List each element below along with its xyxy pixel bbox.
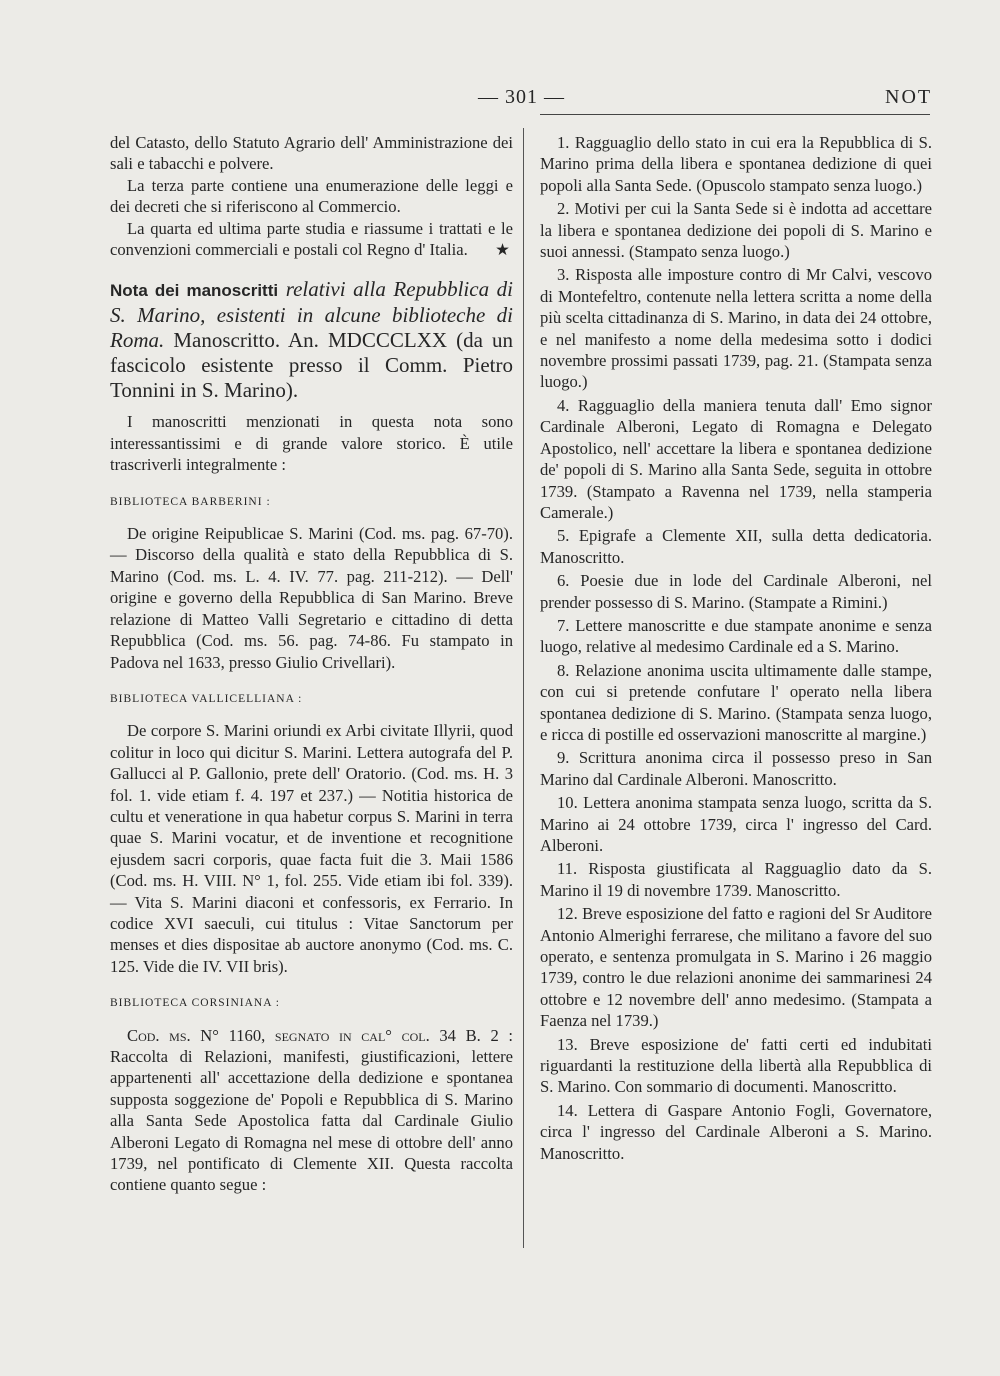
list-item: 3. Risposta alle imposture contro di Mr Calvi, vescovo di Montefeltro, contenute nella lettera scritta a nome della più scelta cittadinanza di S. Marino, in data dei 24 ottobre, e nel manifesto a nome della medesima sotto i dodici novembre prossimi passati 1739, pag. 21. (Stampata senza luogo.) bbox=[540, 265, 932, 392]
list-item: 9. Scrittura anonima circa il possesso preso in San Marino dal Cardinale Alberoni. Manoscritto. bbox=[540, 748, 932, 789]
section-heading: BIBLIOTECA CORSINIANA : bbox=[110, 997, 280, 1010]
list-item: 10. Lettera anonima stampata senza luogo, scritta da S. Marino ai 24 ottobre 1739, circa l' ingresso del Card. Alberoni. bbox=[540, 793, 932, 855]
column-divider bbox=[523, 128, 524, 1248]
manuscript-list bbox=[540, 132, 932, 1164]
header-rule bbox=[540, 114, 930, 115]
title-italic: relativi alla Repubblica di S. Marino, esistenti in alcune biblioteche di Roma. bbox=[110, 277, 513, 353]
article-title bbox=[110, 277, 513, 403]
running-head: NOT bbox=[885, 86, 933, 108]
list-item: 5. Epigrafe a Clemente XII, sulla detta dedicatoria. Manoscritto. bbox=[540, 526, 932, 567]
list-item: 11. Risposta giustificata al Ragguaglio dato da S. Marino il 19 di novembre 1739. Manoscritto. bbox=[540, 859, 932, 900]
paragraph-text: La quarta ed ultima parte studia e riassume i trattati e le convenzioni commerciali e postali col Regno d' Italia. bbox=[110, 218, 513, 260]
paragraph: De corpore S. Marini oriundi ex Arbi civitate Illyrii, quod colitur in loco qui dicitur S. Marini. Lettera autografa del P. Gallucci al P. Gallonio, prete dell' Oratorio. (Cod. ms. H. 3 fol. 1. vide etiam f. 4. 197 et 237.) — Notitia historica de cultu et veneratione in qua habetur corpus S. Marini in terra quae S. Marini vocatur, et de inventione et recognitione ejusdem sacri corporis, quae facta fuit die 3. Maii 1586 (Cod. ms. H. VIII. N° 1, fol. 255. Vide etiam ibi fol. 339). — Vita S. Marini diaconi et confessoris, ex Ferrario. In codice XVI saeculi, cui titulus : Vitae Sanctorum per menses et dies dispositae ab auctore anonymo (Cod. ms. C. 125. Vide die IV. VII bris). bbox=[110, 721, 513, 976]
paragraph: del Catasto, dello Statuto Agrario dell' Amministrazione dei sali e tabacchi e polvere. bbox=[110, 133, 513, 174]
list-item: 7. Lettere manoscritte e due stampate anonime e senza luogo, relative al medesimo Cardinale ed a S. Marino. bbox=[540, 615, 932, 657]
right-column bbox=[540, 132, 932, 1166]
codex-reference: Cod. ms. N° 1160, segnato in cal° col. 34 B. 2 : bbox=[127, 1025, 513, 1045]
page-number: — 301 — bbox=[478, 86, 565, 108]
paragraph-text: Raccolta di Relazioni, manifesti, giustificazioni, lettere appartenenti all' accettazione della dedizione e spontanea supposta soggezione de' Popoli e Repubblica di S. Marino alla Santa Sede Apostolica fatta dal Cardinale Giulio Alberoni Legato di Romagna nel mese di ottobre dell' anno 1739, nel pontificato di Clemente XII. Questa raccolta contiene quanto segue : bbox=[110, 1047, 513, 1195]
list-item: 14. Lettera di Gaspare Antonio Fogli, Governatore, circa l' ingresso del Cardinale Alberoni a S. Marino. Manoscritto. bbox=[540, 1100, 932, 1163]
title-rest: Manoscritto. An. MDCCCLXX (da un fascicolo esistente presso il Comm. Pietro Tonnini in S. Marino). bbox=[110, 328, 514, 403]
paragraph: La terza parte contiene una enumerazione delle leggi e dei decreti che si riferiscono al Commercio. bbox=[110, 175, 513, 217]
left-column bbox=[110, 132, 513, 1196]
paragraph bbox=[110, 1025, 513, 1196]
list-item: 6. Poesie due in lode del Cardinale Alberoni, nel prender possesso di S. Marino. (Stampate a Rimini.) bbox=[540, 571, 932, 612]
section-heading: BIBLIOTECA BARBERINI : bbox=[110, 495, 271, 508]
list-item: 1. Ragguaglio dello stato in cui era la Repubblica di S. Marino prima della libera e spontanea dedizione di quei popoli alla Santa Sede. (Opuscolo stampato senza luogo.) bbox=[540, 133, 932, 195]
list-item: 2. Motivi per cui la Santa Sede si è indotta ad accettare la libera e spontanea dedizione dei popoli di S. Marino e suoi annessi. (Stampato senza luogo.) bbox=[540, 199, 932, 262]
paragraph: De origine Reipublicae S. Marini (Cod. ms. pag. 67-70). — Discorso della qualità e stato della Repubblica di S. Marino (Cod. ms. L. 4. IV. 77. pag. 211-212). — Dell' origine e governo della Repubblica di San Marino. Breve relazione di Matteo Valli Segretario e cittadino di detta Repubblica (Cod. ms. 56. pag. 74-86. Fu stampato in Padova nel 1633, presso Giulio Crivellari). bbox=[110, 524, 513, 672]
list-item: 8. Relazione anonima uscita ultimamente dalle stampe, con cui si pretende confutare l' operato nella libera spontanea dedizione di S. Marino. (Stampata senza luogo, e ricca di postille ed osservazioni manoscritte al margine.) bbox=[540, 660, 932, 744]
paragraph bbox=[110, 218, 513, 261]
section-heading: BIBLIOTECA VALLICELLIANA : bbox=[110, 692, 303, 705]
intro-paragraph: I manoscritti menzionati in questa nota sono interessantissimi e di grande valore storico. È utile trascriverli integralmente : bbox=[110, 412, 513, 475]
star-ornament: ★ bbox=[495, 240, 510, 260]
list-item: 4. Ragguaglio della maniera tenuta dall' Emo signor Cardinale Alberoni, Legato di Romagna e Delegato Apostolico, nell' accettare la libera e spontanea dedizione de' popoli di S. Marino alla Santa Sede, seguita in ottobre 1739. (Stampato a Ravenna nel 1739, nella stamperia Camerale.) bbox=[540, 395, 932, 522]
title-bold: Nota dei manoscritti bbox=[110, 281, 279, 301]
list-item: 13. Breve esposizione de' fatti certi ed indubitati riguardanti la restituzione della libertà alla Repubblica di S. Marino. Con sommario di documenti. Manoscritto. bbox=[540, 1034, 932, 1097]
list-item: 12. Breve esposizione del fatto e ragioni del Sr Auditore Antonio Almerighi ferrarese, che militano a favore del suo operato, e sentenza promulgata in S. Marino i 26 maggio 1739, contro le due relazioni anonime dei sammarinesi 24 ottobre e 12 novembre dell' anno medesimo. (Stampata a Faenza nel 1739.) bbox=[540, 904, 932, 1031]
